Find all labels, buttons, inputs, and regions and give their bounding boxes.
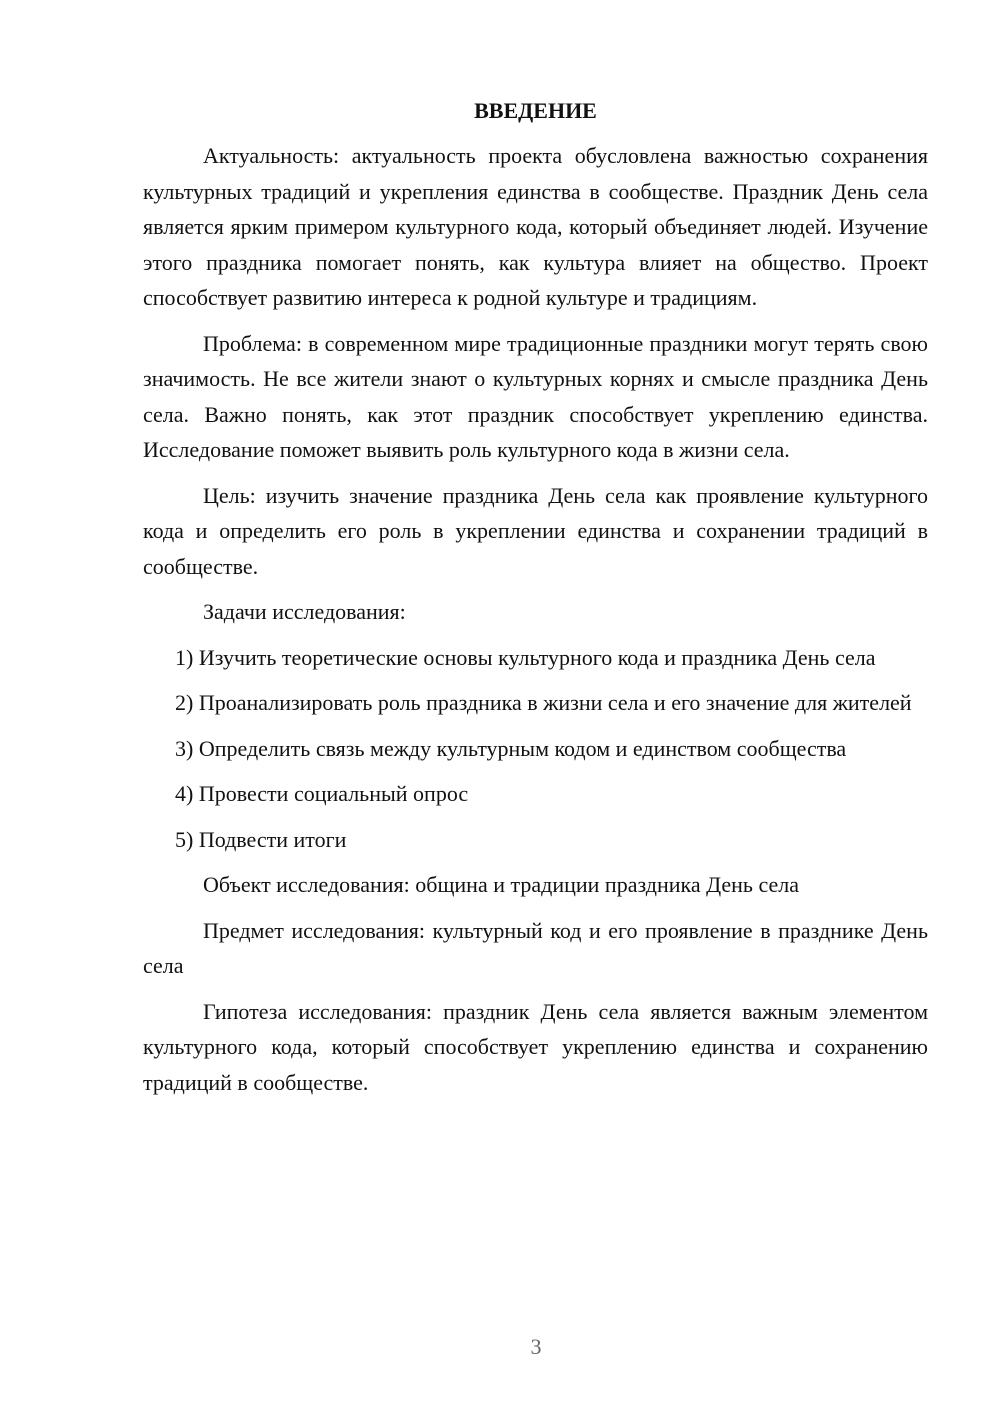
task-item-1: 1) Изучить теоретические основы культурного кода и праздника День села bbox=[175, 644, 876, 670]
research-subject-paragraph: Предмет исследования: культурный код и его проявление в празднике День села bbox=[143, 917, 928, 978]
tasks-title: Задачи исследования: bbox=[203, 599, 406, 624]
relevance-paragraph: Актуальность: актуальность проекта обусловлена важностью сохранения культурных традиций и укрепления единства в сообществе. Праздник День села является ярким примером культурного кода, который объединяет людей. Изучение этого праздника помогает понять, как культура влияет на общество. Проект способствует развитию интереса к родной культуре и традициям. bbox=[143, 143, 928, 310]
problem-paragraph: Проблема: в современном мире традиционные праздники могут терять свою значимость. Не все жители знают о культурных корнях и смысле праздника День села. Важно понять, как этот праздник способствует укреплению единства. Исследование поможет выявить роль культурного кода в жизни села. bbox=[143, 330, 928, 462]
task-item-5: 5) Подвести итоги bbox=[175, 826, 347, 852]
task-item-2: 2) Проанализировать роль праздника в жизни села и его значение для жителей bbox=[175, 690, 912, 715]
task-item-4: 4) Провести социальный опрос bbox=[175, 781, 469, 806]
page-content bbox=[143, 94, 928, 1110]
goal-paragraph: Цель: изучить значение праздника День села как проявление культурного кода и определить его роль в укреплении единства и сохранении традиций в сообществе. bbox=[143, 482, 928, 579]
task-item-3: 3) Определить связь между культурным кодом и единством сообщества bbox=[175, 735, 847, 761]
section-heading: ВВЕДЕНИЕ bbox=[474, 98, 597, 123]
research-object-paragraph: Объект исследования: община и традиции праздника День села bbox=[203, 872, 800, 897]
research-hypothesis-paragraph: Гипотеза исследования: праздник День села является важным элементом культурного кода, который способствует укреплению единства и сохранению традиций в сообществе. bbox=[143, 998, 928, 1095]
page-number: 3 bbox=[530, 1334, 542, 1359]
